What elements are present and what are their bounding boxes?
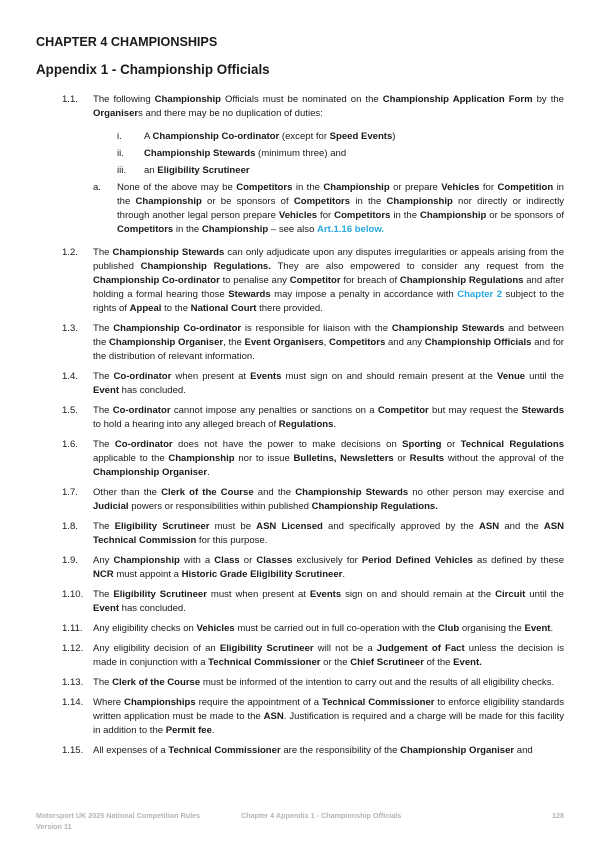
article-paragraph (62, 588, 564, 616)
article-text (93, 371, 564, 396)
article-number: 1.15. (62, 745, 84, 756)
text-run: The (93, 677, 113, 688)
defined-term: Championship Officials (424, 337, 532, 348)
text-run: in the (292, 182, 324, 193)
defined-term: Competitors (293, 196, 351, 207)
text-run: has concluded. (119, 385, 186, 396)
article-paragraph (62, 744, 564, 758)
text-run: exclusively for (292, 555, 362, 566)
sub-paragraph-letter: a. (93, 182, 101, 193)
defined-term: Championship Regulations. (311, 501, 438, 512)
text-run: to the (161, 303, 191, 314)
article-text (93, 487, 564, 512)
officials-list (62, 130, 564, 178)
defined-term: ASN (479, 521, 500, 532)
article-number: 1.10. (62, 589, 84, 600)
text-run: for breach of (340, 275, 400, 286)
article-text (93, 589, 564, 614)
text-run: The (93, 439, 115, 450)
defined-term: ASN Licensed (256, 521, 323, 532)
defined-term: Clerk of the Course (112, 677, 201, 688)
defined-term: Championship Stewards (295, 487, 409, 498)
article-text (93, 555, 564, 580)
text-run: The (93, 247, 113, 258)
text-run: Any (93, 555, 114, 566)
page-number: 128 (552, 811, 564, 820)
article-text (93, 745, 533, 756)
text-run: does not have the power to make decisions on (172, 439, 403, 450)
text-run: The (93, 371, 114, 382)
defined-term: Championship (168, 453, 235, 464)
text-run: and for the distribution of relevant information. (93, 337, 564, 362)
defined-term: Events (309, 589, 342, 600)
text-run: there provided. (256, 303, 323, 314)
text-run: , the (223, 337, 245, 348)
text-run: The (93, 323, 114, 334)
text-run: . (333, 419, 337, 430)
text-run: and specifically approved by the (322, 521, 480, 532)
text-run: of the (423, 657, 454, 668)
text-run: are the responsibility of the (280, 745, 401, 756)
defined-term: Class (214, 555, 240, 566)
text-run: Any eligibility checks on (93, 623, 197, 634)
defined-term: Organiser (93, 108, 139, 119)
defined-term: Championship Organiser (109, 337, 224, 348)
article-text (93, 623, 553, 634)
defined-term: Bulletins, Newsletters (293, 453, 394, 464)
list-numeral: iii. (117, 165, 127, 176)
text-run: with a (179, 555, 215, 566)
text-run: when present at (171, 371, 251, 382)
article-text (93, 677, 554, 688)
text-run: s and there may be no duplication of duties: (138, 108, 323, 119)
article-paragraph (62, 642, 564, 670)
defined-term: Championship Regulations (399, 275, 524, 286)
defined-term: Eligibility Scrutineer (113, 589, 207, 600)
defined-term: Appeal (129, 303, 162, 314)
defined-term: Competitors (117, 224, 174, 235)
text-run: for (317, 210, 335, 221)
text-run: or the (320, 657, 351, 668)
text-run: The (93, 589, 114, 600)
defined-term: Regulations (278, 419, 334, 430)
defined-term: Eligibility Scrutineer (157, 165, 250, 176)
text-run: in the (117, 182, 564, 207)
defined-term: Judicial (93, 501, 129, 512)
document-body (62, 93, 564, 764)
defined-term: Championship (420, 210, 487, 221)
article-paragraph (62, 438, 564, 480)
text-run: is responsible for liaison with the (241, 323, 392, 334)
article-paragraph (62, 622, 564, 636)
defined-term: Technical Commissioner (208, 657, 321, 668)
text-run: to enforce eligibility standards written application must be made to the (93, 697, 564, 722)
defined-term: Championship (386, 196, 453, 207)
defined-term: Chief Scrutineer (350, 657, 424, 668)
text-run: or (393, 453, 410, 464)
defined-term: Events (250, 371, 282, 382)
text-run: and the (499, 521, 544, 532)
article-paragraph (62, 696, 564, 738)
text-run: The (93, 405, 113, 416)
text-run: may impose a penalty in accordance with (270, 289, 458, 300)
article-text (93, 643, 564, 668)
footer-publication (36, 810, 200, 832)
footer-version: Version 11 (36, 822, 72, 831)
text-run: , (323, 337, 330, 348)
article-number: 1.4. (62, 371, 78, 382)
text-run: They are also empowered to consider any request from the (270, 261, 564, 272)
text-run: without the approval of the (444, 453, 564, 464)
defined-term: Championship Co-ordinator (113, 323, 242, 334)
defined-term: Championship Stewards (112, 247, 225, 258)
list-item (62, 147, 564, 161)
text-run: in the (390, 210, 421, 221)
defined-term: Vehicles (441, 182, 480, 193)
defined-term: Co-ordinator (113, 371, 172, 382)
defined-term: Competitors (334, 210, 391, 221)
defined-term: Competitors (236, 182, 293, 193)
defined-term: Event (524, 623, 551, 634)
defined-term: Eligibility Scrutineer (219, 643, 314, 654)
defined-term: Technical Regulations (460, 439, 565, 450)
sub-paragraph (62, 181, 564, 237)
defined-term: Championship Regulations. (140, 261, 271, 272)
text-run: will not be a (313, 643, 377, 654)
appendix-title: Appendix 1 - Championship Officials (36, 62, 270, 77)
text-run: must be informed of the intention to carry out and the results of all eligibility checks. (200, 677, 555, 688)
text-run: A (144, 131, 153, 142)
text-run: nor directly or indirectly through another legal person prepare (117, 196, 564, 221)
defined-term: Championship Co-ordinator (93, 275, 220, 286)
article-number: 1.6. (62, 439, 78, 450)
text-run: for (479, 182, 498, 193)
text-run: . (211, 725, 215, 736)
defined-term: Club (437, 623, 460, 634)
article-number: 1.12. (62, 643, 84, 654)
article-paragraph (62, 246, 564, 316)
text-run: . (342, 569, 346, 580)
text-run: an (144, 165, 158, 176)
article-number: 1.3. (62, 323, 78, 334)
text-run: for this purpose. (196, 535, 268, 546)
article-number: 1.13. (62, 677, 84, 688)
article-text (93, 94, 564, 119)
text-run: cannot impose any penalties or sanctions on a (170, 405, 378, 416)
article-text (93, 521, 564, 546)
defined-term: Championship (135, 196, 202, 207)
defined-term: Permit fee (165, 725, 212, 736)
text-run: ) (392, 131, 396, 142)
text-run: until the (525, 589, 564, 600)
article-paragraph (62, 486, 564, 514)
defined-term: NCR (93, 569, 114, 580)
list-item (62, 130, 564, 144)
article-text (93, 247, 564, 314)
text-run: must be (209, 521, 257, 532)
footer-section: Chapter 4 Appendix 1 - Championship Officials (241, 811, 402, 820)
defined-term: Vehicles (278, 210, 318, 221)
text-run: or prepare (389, 182, 442, 193)
defined-term: Historic Grade Eligibility Scrutineer (181, 569, 343, 580)
defined-term: Sporting (402, 439, 442, 450)
text-run: or be sponsors of (201, 196, 294, 207)
text-run: until the (525, 371, 564, 382)
defined-term: Clerk of the Course (161, 487, 254, 498)
text-run: as defined by these (472, 555, 565, 566)
text-run: subject to the rights of (93, 289, 564, 314)
defined-term: Championship (113, 555, 180, 566)
text-run: must be carried out in full co-operation with the (234, 623, 438, 634)
text-run: The following (93, 94, 155, 105)
text-run: Any eligibility decision of an (93, 643, 220, 654)
defined-term: Competitors (329, 337, 386, 348)
text-run: . (207, 467, 210, 478)
defined-term: Competitor (289, 275, 341, 286)
defined-term: Championships (124, 697, 196, 708)
text-run: or (441, 439, 461, 450)
defined-term: Period Defined Vehicles (361, 555, 473, 566)
text-run: has concluded. (119, 603, 186, 614)
defined-term: Technical Commissioner (168, 745, 281, 756)
defined-term: Championship Stewards (391, 323, 505, 334)
defined-term: Event. (453, 657, 482, 668)
text-run: to penalise any (219, 275, 290, 286)
defined-term: Championship (323, 182, 390, 193)
text-run: or be sponsors of (486, 210, 564, 221)
defined-term: Judgement of Fact (376, 643, 465, 654)
defined-term: Event (93, 603, 119, 614)
defined-term: Speed Events (329, 131, 393, 142)
text-run: None of the above may be (117, 182, 237, 193)
text-run: must appoint a (113, 569, 182, 580)
text-run: The (93, 521, 115, 532)
text-run: must when present at (206, 589, 310, 600)
defined-term: Co-ordinator (114, 439, 173, 450)
defined-term: ASN (263, 711, 284, 722)
text-run: must sign on and should remain present at the (281, 371, 497, 382)
article-text (93, 697, 564, 736)
text-run: sign on and should remain at the (341, 589, 496, 600)
text-run: but may request the (428, 405, 522, 416)
article-number: 1.1. (62, 94, 78, 105)
defined-term: Championship Organiser (400, 745, 515, 756)
text-run: can only adjudicate upon any disputes irregularities or appeals arising from the published (93, 247, 564, 272)
defined-term: Championship (154, 94, 221, 105)
text-run: to hold a hearing into any alleged breach of (93, 419, 279, 430)
defined-term: Venue (496, 371, 526, 382)
defined-term: Eligibility Scrutineer (114, 521, 210, 532)
article-number: 1.14. (62, 697, 84, 708)
article-number: 1.11. (62, 623, 83, 634)
text-run: and any (385, 337, 425, 348)
article-number: 1.5. (62, 405, 78, 416)
defined-term: Co-ordinator (112, 405, 171, 416)
cross-reference-link[interactable]: Chapter 2 (457, 289, 503, 300)
article-number: 1.8. (62, 521, 78, 532)
text-run: no other person may exercise and (408, 487, 565, 498)
text-run: Other than the (93, 487, 162, 498)
article-paragraph (62, 520, 564, 548)
list-numeral: ii. (117, 148, 124, 159)
text-run: and (514, 745, 533, 756)
defined-term: Stewards (228, 289, 271, 300)
defined-term: Event (93, 385, 119, 396)
defined-term: Vehicles (196, 623, 235, 634)
defined-term: Classes (256, 555, 293, 566)
article-number: 1.9. (62, 555, 78, 566)
article-paragraph (62, 93, 564, 237)
text-run: organising the (459, 623, 525, 634)
text-run: require the appointment of a (195, 697, 322, 708)
text-run: nor to issue (234, 453, 294, 464)
defined-term: Championship Application Form (382, 94, 533, 105)
text-run: Officials must be nominated on the (220, 94, 383, 105)
footer-publication-title: Motorsport UK 2025 National Competition Rules (36, 811, 201, 820)
article-number: 1.2. (62, 247, 78, 258)
chapter-title: CHAPTER 4 CHAMPIONSHIPS (36, 35, 218, 49)
defined-term: Championship Organiser (93, 467, 208, 478)
defined-term: Results (409, 453, 445, 464)
article-number: 1.7. (62, 487, 78, 498)
list-numeral: i. (117, 131, 122, 142)
defined-term: National Court (190, 303, 257, 314)
text-run: Where (93, 697, 125, 708)
article-paragraph (62, 554, 564, 582)
text-run: applicable to the (93, 453, 169, 464)
defined-term: Technical Commissioner (321, 697, 435, 708)
defined-term: ASN Technical Commission (93, 521, 565, 546)
defined-term: Championship (201, 224, 269, 235)
text-run: in the (350, 196, 387, 207)
text-run: and between the (93, 323, 564, 348)
article-paragraph (62, 370, 564, 398)
article-paragraph (62, 322, 564, 364)
text-run: All expenses of a (93, 745, 169, 756)
defined-term: Competition (497, 182, 554, 193)
defined-term: Championship Stewards (144, 148, 256, 159)
text-run: by the (532, 94, 564, 105)
cross-reference-link[interactable]: Art.1.16 below. (317, 224, 385, 235)
article-text (93, 405, 564, 430)
defined-term: Event Organisers (244, 337, 324, 348)
text-run: – see also (268, 224, 318, 235)
text-run: and after holding a formal hearing those (93, 275, 564, 300)
text-run: . Justification is required and a charge will be made for this facility in addition to the (93, 711, 564, 736)
defined-term: Championship Co-ordinator (152, 131, 280, 142)
article-text (93, 323, 564, 362)
text-run: unless the decision is made in conjunction with a (93, 643, 564, 668)
defined-term: Competitor (377, 405, 429, 416)
text-run: in the (173, 224, 202, 235)
article-paragraph (62, 404, 564, 432)
text-run: or (239, 555, 257, 566)
text-run: (minimum three) and (255, 148, 347, 159)
text-run: (except for (279, 131, 330, 142)
defined-term: Stewards (521, 405, 565, 416)
article-text (93, 439, 564, 478)
text-run: . (550, 623, 554, 634)
text-run: and the (253, 487, 296, 498)
list-item (62, 164, 564, 178)
defined-term: Circuit (495, 589, 526, 600)
article-paragraph (62, 676, 564, 690)
text-run: powers or responsibilities within published (128, 501, 312, 512)
